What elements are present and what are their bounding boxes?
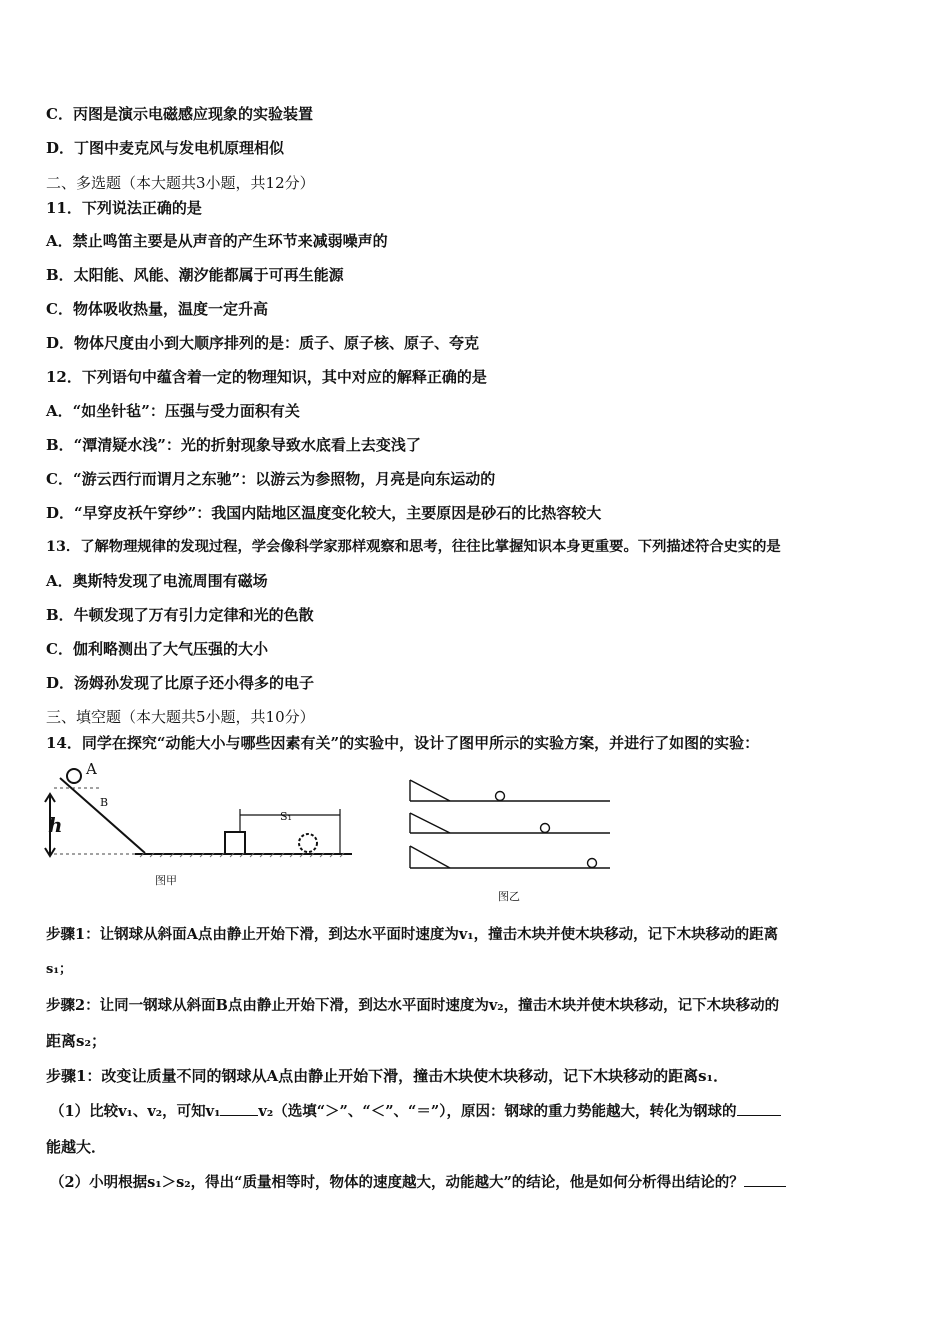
q11-stem: 11．下列说法正确的是 xyxy=(46,199,202,217)
label-b: B xyxy=(100,796,109,809)
q13-option-d: D．汤姆孙发现了比原子还小得多的电子 xyxy=(46,674,315,692)
step3: 步骤1：改变让质量不同的钢球从A点由静止开始下滑，撞击木块使木块移动，记下木块移动的距离s₁． xyxy=(46,1067,729,1085)
answer-blank-1[interactable] xyxy=(220,1101,258,1116)
q14-stem: 14．同学在探究“动能大小与哪些因素有关”的实验中，设计了图甲所示的实验方案，并进行了如图的实验： xyxy=(46,734,760,752)
q12-stem: 12．下列语句中蕴含着一定的物理知识，其中对应的解释正确的是 xyxy=(46,368,487,386)
q13-option-b: B．牛顿发现了万有引力定律和光的色散 xyxy=(46,606,314,624)
part2-text: （2）小明根据s₁＞s₂，得出“质量相等时，物体的速度越大，动能越大”的结论，他是如何分析得出结论的？ xyxy=(50,1174,744,1191)
step1-line1: 步骤1：让钢球从斜面A点由静止开始下滑，到达水平面时速度为v₁，撞击木块并使木块移动，记下木块移动的距离 xyxy=(46,926,779,943)
incline xyxy=(60,778,145,853)
section3-header: 三、填空题（本大题共5小题，共10分） xyxy=(46,708,315,726)
step2-line2: 距离s₂； xyxy=(46,1032,107,1050)
q14-part2 xyxy=(50,1171,786,1192)
label-h: h xyxy=(48,813,63,837)
q11-option-c: C．物体吸收热量，温度一定升高 xyxy=(46,300,268,318)
option-d-top: D．丁图中麦克风与发电机原理相似 xyxy=(46,139,285,157)
q13-option-c: C．伽利略测出了大气压强的大小 xyxy=(46,640,268,658)
label-a: A xyxy=(86,760,97,778)
figure-jia xyxy=(40,760,360,895)
q11-option-d: D．物体尺度由小到大顺序排列的是：质子、原子核、原子、夸克 xyxy=(46,334,480,352)
option-c-top: C．丙图是演示电磁感应现象的实验装置 xyxy=(46,105,313,123)
q12-option-a: A．“如坐针毡”：压强与受力面积有关 xyxy=(46,402,300,420)
q12-option-c: C．“游云西行而谓月之东驰”：以游云为参照物，月亮是向东运动的 xyxy=(46,470,496,488)
caption-jia: 图甲 xyxy=(155,874,177,887)
ball-end xyxy=(299,834,317,852)
q13-stem: 13．了解物理规律的发现过程，学会像科学家那样观察和思考，往往比掌握知识本身更重要。下列描述符合史实的是 xyxy=(46,539,781,555)
section2-header: 二、多选题（本大题共3小题，共12分） xyxy=(46,174,315,192)
q14-part1 xyxy=(50,1100,781,1121)
q14-part1-end: 能越大． xyxy=(46,1138,107,1156)
caption-yi: 图乙 xyxy=(498,890,520,903)
label-s1: S₁ xyxy=(280,810,292,823)
step1-line2: s₁； xyxy=(46,962,73,977)
wood-block xyxy=(225,832,245,854)
ball-a xyxy=(67,769,81,783)
part1-text-b: v₂（选填“＞”、“＜”、“＝”），原因：钢球的重力势能越大，转化为钢球的 xyxy=(258,1103,737,1120)
part1-text-a: （1）比较v₁、v₂，可知v₁ xyxy=(50,1103,221,1120)
q11-option-b: B．太阳能、风能、潮汐能都属于可再生能源 xyxy=(46,266,344,284)
q12-option-b: B．“潭清疑水浅”：光的折射现象导致水底看上去变浅了 xyxy=(46,436,421,454)
figure-yi xyxy=(400,770,615,905)
answer-blank-2[interactable] xyxy=(737,1101,781,1116)
q12-option-d: D．“早穿皮袄午穿纱”：我国内陆地区温度变化较大，主要原因是砂石的比热容较大 xyxy=(46,504,602,522)
q13-option-a: A．奥斯特发现了电流周围有磁场 xyxy=(46,572,268,590)
answer-blank-3[interactable] xyxy=(744,1172,786,1187)
step2-line1: 步骤2：让同一钢球从斜面B点由静止开始下滑，到达水平面时速度为v₂，撞击木块并使木块移动，记下木块移动的 xyxy=(46,997,780,1014)
q11-option-a: A．禁止鸣笛主要是从声音的产生环节来减弱噪声的 xyxy=(46,232,388,250)
